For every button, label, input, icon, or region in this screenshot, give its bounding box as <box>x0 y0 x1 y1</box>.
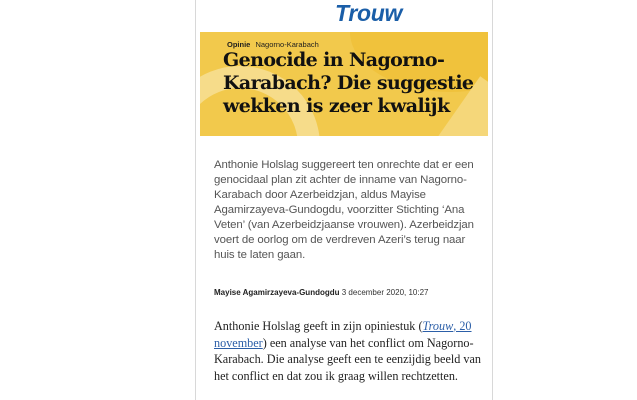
article-intro: Anthonie Holslag suggereert ten onrechte dat er een genocidaal plan zit achter de inname van Nagorno-Karabach door Azerbeidzjan, aldus Mayise Agamirzayeva-Gundogdu, voorzitter Stichting ‘Ana Veten’ (van Azerbeidzjaanse vrouwen). Azerbeidzjan voert de oorlog om de verdreven Azeri’s terug naar huis te laten gaan. <box>214 159 474 261</box>
article-headline: Genocide in Nagorno-Karabach? Die suggestie wekken is zeer kwalijk <box>223 49 474 117</box>
body-text-end: een analyse van het conflict om Nagorno-Karabach. Die analyse geeft een te eenzijdig beeld van het conflict en dat zou ik graag willen rechtzetten. <box>214 335 481 383</box>
topic-tag[interactable]: Nagorno-Karabach <box>255 40 319 49</box>
article-body <box>214 318 486 384</box>
author-name[interactable]: Mayise Agamirzayeva-Gundogdu <box>214 288 340 297</box>
body-text-start: Anthonie Holslag geeft in zijn opiniestuk <box>214 319 419 333</box>
section-label[interactable]: Opinie <box>227 40 251 49</box>
source-link-open-paren: ( <box>418 319 423 333</box>
publish-date: 3 december 2020, 10:27 <box>341 288 429 297</box>
section-line <box>227 40 319 49</box>
trouw-logo[interactable]: Trouw <box>335 0 403 26</box>
source-link-publication: Trouw <box>422 319 454 333</box>
source-link-close-paren: ) <box>262 335 267 350</box>
source-link-date: , 20 november <box>214 319 472 350</box>
byline <box>214 288 484 297</box>
